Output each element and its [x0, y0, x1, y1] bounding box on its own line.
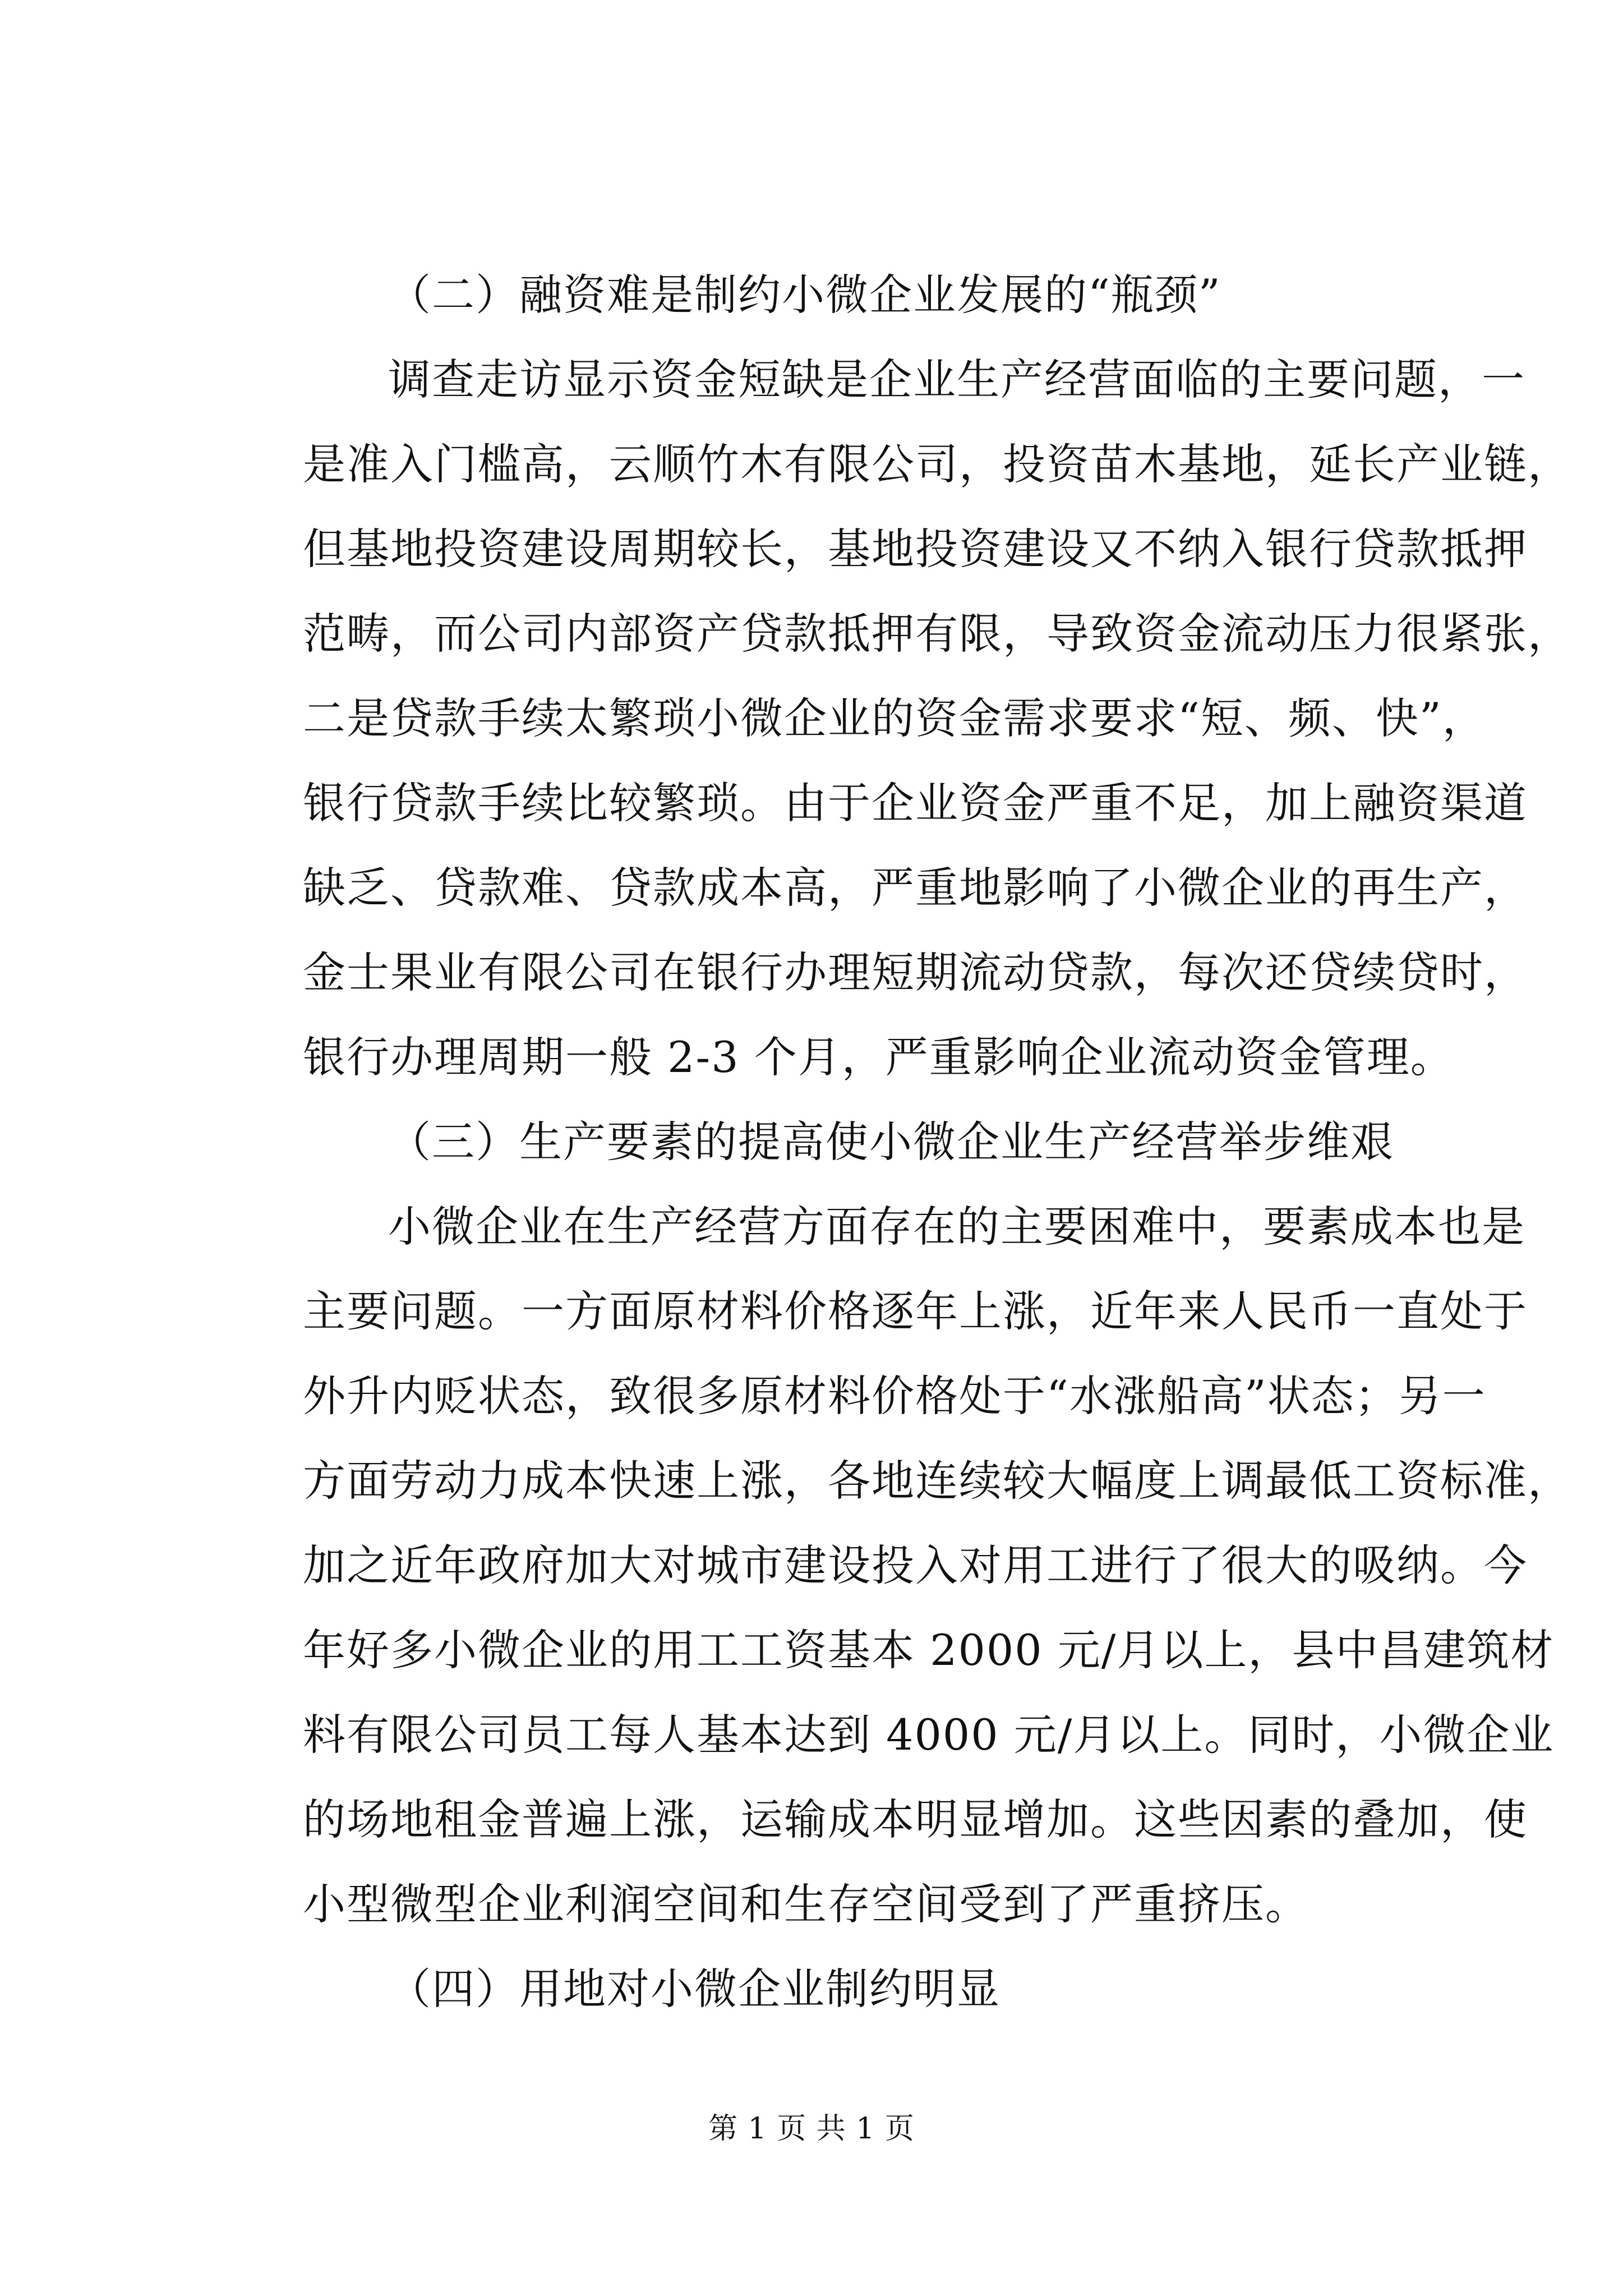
- paragraph-line: 加之近年政府加大对城市建设投入对用工进行了很大的吸纳。今: [303, 1540, 1528, 1590]
- paragraph-line: 但基地投资建设周期较长，基地投资建设又不纳入银行贷款抵押: [303, 524, 1528, 574]
- paragraph-line: 调查走访显示资金短缺是企业生产经营面临的主要问题，一: [388, 355, 1525, 404]
- paragraph-line: 外升内贬状态，致很多原材料价格处于“水涨船高”状态；另一: [303, 1371, 1486, 1421]
- section-heading-4: （四）用地对小微企业制约明显: [388, 1964, 1000, 2014]
- paragraph-line: 金士果业有限公司在银行办理短期流动贷款，每次还贷续贷时，: [303, 947, 1528, 997]
- paragraph-line: 银行办理周期一般 2-3 个月，严重影响企业流动资金管理。: [303, 1032, 1454, 1082]
- paragraph-line: 小型微型企业利润空间和生存空间受到了严重挤压。: [303, 1879, 1309, 1929]
- paragraph-line: 范畴，而公司内部资产贷款抵押有限，导致资金流动压力很紧张，: [303, 609, 1571, 659]
- paragraph-line: 是准入门槛高，云顺竹木有限公司，投资苗木基地，延长产业链，: [303, 439, 1571, 489]
- section-heading-3: （三）生产要素的提高使小微企业生产经营举步维艰: [388, 1117, 1394, 1167]
- paragraph-line: 年好多小微企业的用工工资基本 2000 元/月以上，县中昌建筑材: [303, 1625, 1555, 1675]
- paragraph-line: 的场地租金普遍上涨，运输成本明显增加。这些因素的叠加，使: [303, 1795, 1528, 1844]
- paragraph-line: 缺乏、贷款难、贷款成本高，严重地影响了小微企业的再生产，: [303, 863, 1528, 913]
- paragraph-line: 主要问题。一方面原材料价格逐年上涨，近年来人民币一直处于: [303, 1286, 1528, 1336]
- page-footer: 第 1 页 共 1 页: [708, 2112, 915, 2146]
- paragraph-line: 方面劳动力成本快速上涨，各地连续较大幅度上调最低工资标准，: [303, 1456, 1571, 1506]
- paragraph-financing: [303, 337, 1571, 1099]
- paragraph-production-factors: [303, 1184, 1571, 1947]
- document-body: [303, 252, 1571, 2031]
- paragraph-line: 银行贷款手续比较繁琐。由于企业资金严重不足，加上融资渠道: [303, 778, 1528, 828]
- paragraph-line: 小微企业在生产经营方面存在的主要困难中，要素成本也是: [388, 1202, 1525, 1251]
- paragraph-line: 二是贷款手续太繁琐小微企业的资金需求要求“短、频、快”，: [303, 693, 1486, 743]
- section-heading-2: （二）融资难是制约小微企业发展的“瓶颈”: [388, 270, 1221, 320]
- paragraph-line: 料有限公司员工每人基本达到 4000 元/月以上。同时，小微企业: [303, 1710, 1555, 1760]
